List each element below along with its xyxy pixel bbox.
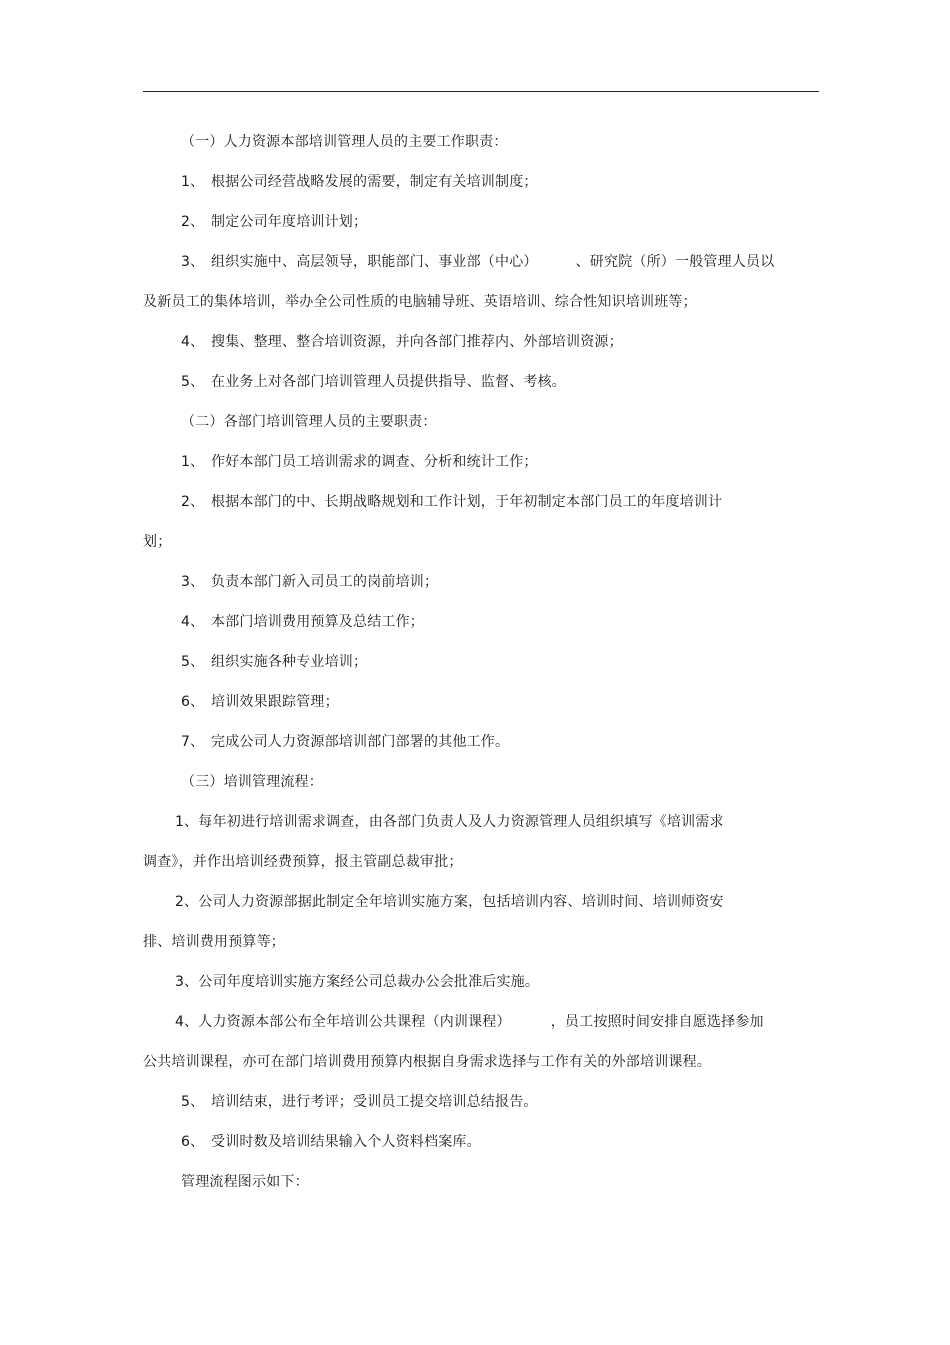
section3-item1-cont: 调查》，并作出培训经费预算，报主管副总裁审批； — [143, 854, 463, 870]
section3-heading: （三）培训管理流程： — [181, 774, 323, 790]
section3-item1: 1、每年初进行培训需求调查，由各部门负责人及人力资源管理人员组织填写《培训需求 — [175, 814, 724, 830]
section1-item5: 5、 在业务上对各部门培训管理人员提供指导、监督、考核。 — [181, 374, 566, 390]
section1-item1: 1、 根据公司经营战略发展的需要，制定有关培训制度； — [181, 174, 538, 190]
section1-item4: 4、 搜集、整理、整合培训资源，并向各部门推荐内、外部培训资源； — [181, 334, 623, 350]
section2-item1: 1、 作好本部门员工培训需求的调查、分析和统计工作； — [181, 454, 538, 470]
section1-item3: 3、 组织实施中、高层领导，职能部门、事业部（中心） 、研究院（所）一般管理人员以 — [181, 254, 775, 270]
section2-item5: 5、 组织实施各种专业培训； — [181, 654, 368, 670]
section3-item2: 2、公司人力资源部据此制定全年培训实施方案，包括培训内容、培训时间、培训师资安 — [175, 894, 724, 910]
flowchart-intro: 管理流程图示如下： — [181, 1174, 309, 1190]
section3-item3: 3、公司年度培训实施方案经公司总裁办公会批准后实施。 — [175, 974, 540, 990]
section2-item3: 3、 负责本部门新入司员工的岗前培训； — [181, 574, 439, 590]
section2-item2-cont: 划； — [143, 534, 172, 550]
section2-item2: 2、 根据本部门的中、长期战略规划和工作计划，于年初制定本部门员工的年度培训计 — [181, 494, 723, 510]
header-rule — [143, 91, 819, 92]
section3-item2-cont: 排、培训费用预算等； — [143, 934, 285, 950]
section2-item6: 6、 培训效果跟踪管理； — [181, 694, 339, 710]
section1-heading: （一）人力资源本部培训管理人员的主要工作职责： — [181, 134, 508, 150]
section1-item3-cont: 及新员工的集体培训，举办全公司性质的电脑辅导班、英语培训、综合性知识培训班等； — [143, 294, 697, 310]
section3-item4-cont: 公共培训课程，亦可在部门培训费用预算内根据自身需求选择与工作有关的外部培训课程。 — [143, 1054, 711, 1070]
section2-heading: （二）各部门培训管理人员的主要职责： — [181, 414, 437, 430]
section1-item2: 2、 制定公司年度培训计划； — [181, 214, 368, 230]
section2-item7: 7、 完成公司人力资源部培训部门部署的其他工作。 — [181, 734, 510, 750]
section3-item4: 4、人力资源本部公布全年培训公共课程（内训课程） ，员工按照时间安排自愿选择参加 — [175, 1014, 764, 1030]
section3-item5: 5、 培训结束，进行考评；受训员工提交培训总结报告。 — [181, 1094, 538, 1110]
section2-item4: 4、 本部门培训费用预算及总结工作； — [181, 614, 424, 630]
section3-item6: 6、 受训时数及培训结果输入个人资料档案库。 — [181, 1134, 481, 1150]
